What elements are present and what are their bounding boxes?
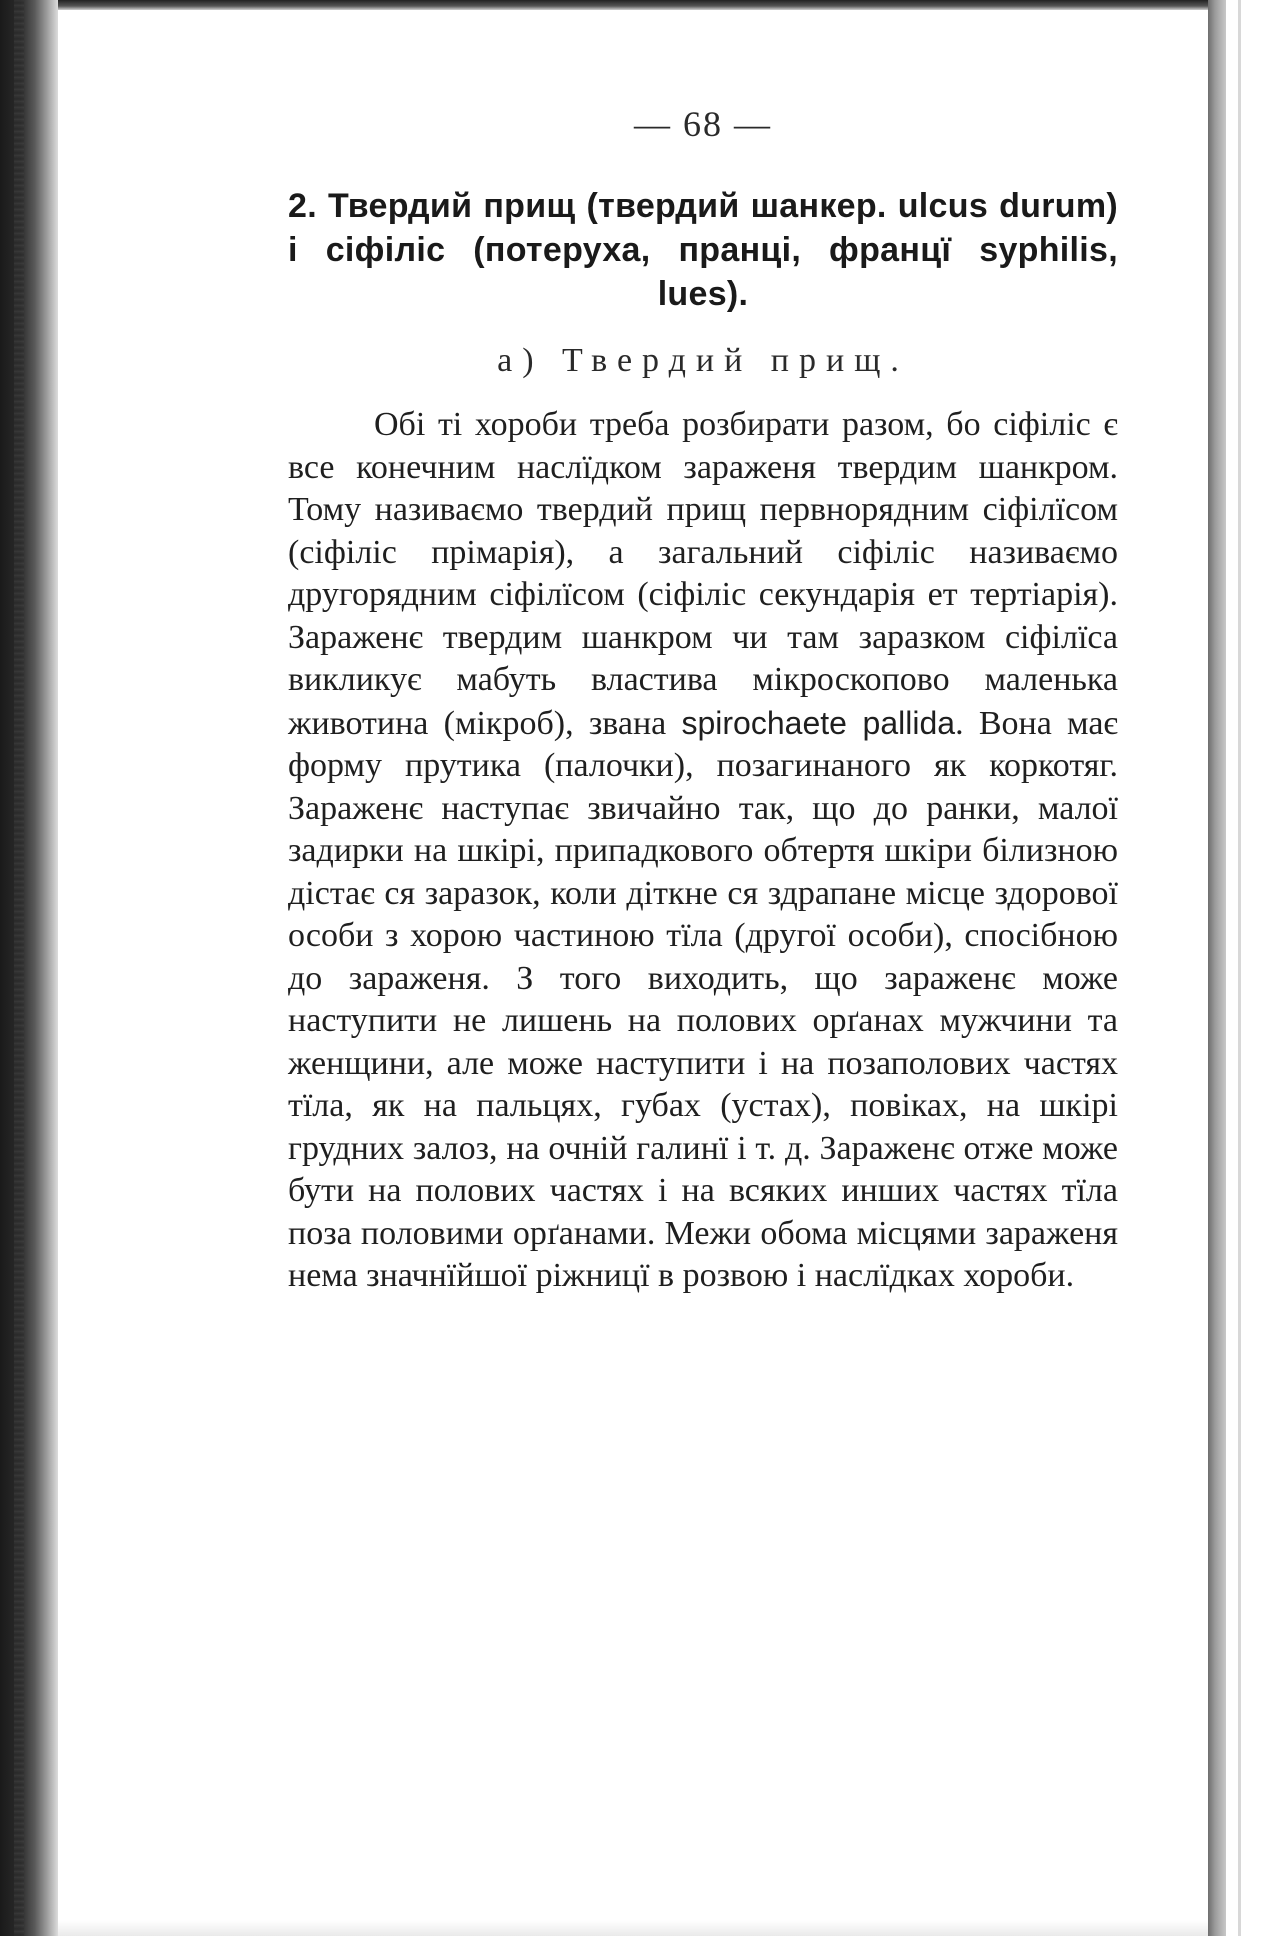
page-number: — 68 — xyxy=(634,104,772,144)
subsection-heading: а) Твердий прищ. xyxy=(497,342,909,379)
adjacent-page-edge xyxy=(1208,0,1288,1936)
book-top-edge xyxy=(0,0,1288,10)
page-gutter-shadow xyxy=(1208,0,1226,1936)
body-paragraph xyxy=(288,404,1118,1298)
book-bottom-edge xyxy=(58,1920,1208,1936)
body-text-part-2: . Вона має форму прутика (палочки), позагинаного як коркотяг. Зараженє наступає звичайно так, що до ранки, малої задирки на шкірі, припадкового обтертя шкіри білизною дістає ся заразок, коли діткне ся здрапане місце здорової особи з хорою частиною тїла (другої особи), спосібною до зараженя. З того виходить, що зараженє може наступити не лишень на половиx орґанах мужчини та женщини, але може наступити і на позаполових частях тїла, як на пальцях, губах (устах), повіках, на шкірі грудних залоз, на очній галинї і т. д. Зараженє отже може бути на полових частях і на всяких инших частях тїла поза половими орґанами. Межи обома місцями зараженя нема значнїйшої ріжницї в розвою і наслїдках хороби. xyxy=(288,704,1118,1294)
latin-term: spirochaete pallida xyxy=(681,704,956,741)
page-content xyxy=(288,100,1118,1298)
body-text-part-1: Обі ті хороби треба розбирати разом, бо сіфіліс є все конечним наслїдком зараженя твердим шанкром. Тому називаємо твердий прищ первнорядним сіфілїсом (сіфіліс прімарія), а загальний сіфіліс називаємо другорядним сіфілїсом (сіфіліс секундарія ет тертіарія). Зараженє твердим шанкром чи там заразком сіфілїса викликує мабуть властива мікроскопово маленька животина (мікроб), звана xyxy=(288,406,1118,742)
next-page-line xyxy=(1238,0,1241,1936)
book-binding-edge xyxy=(0,0,58,1936)
section-heading: 2. Твердий прищ (твердий шанкер. ulcus durum) і сіфіліс (потеруха, пранці, францї syphilis, lues). xyxy=(288,187,1118,313)
